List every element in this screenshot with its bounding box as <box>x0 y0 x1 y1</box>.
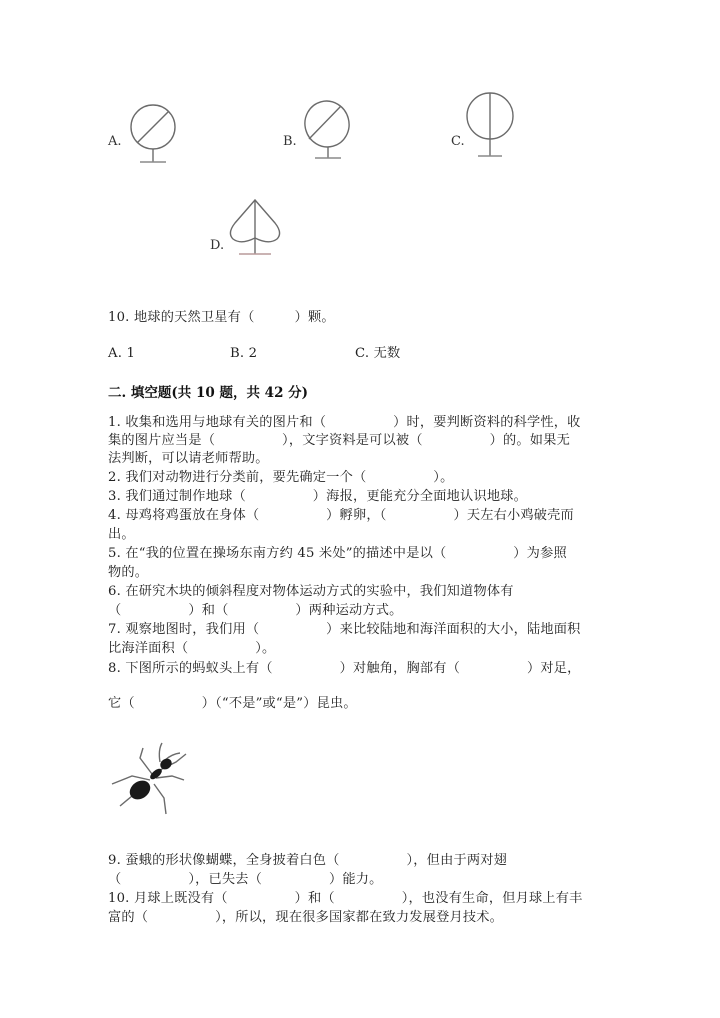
question-10-text: 10. 地球的天然卫星有（ ）颗。 <box>108 310 335 325</box>
option-c-label: C. <box>451 134 465 149</box>
fill-line: 集的图片应当是（ ），文字资料是可以被（ ）的。如果无 <box>108 433 570 448</box>
section-2-title: 二. 填空题(共 10 题，共 42 分) <box>108 385 309 401</box>
fill-line: 4. 母鸡将鸡蛋放在身体（ ）孵卵，（ ）天左右小鸡破壳而 <box>108 508 574 523</box>
spade-shape-vertical-axis-icon <box>225 195 290 260</box>
fill-line: 法判断，可以请老师帮助。 <box>108 451 269 466</box>
fill-line: 3. 我们通过制作地球（ ）海报，更能充分全面地认识地球。 <box>108 489 527 504</box>
question-10-option-c: C. 无数 <box>355 346 401 361</box>
fill-line: （ ），已失去（ ）能力。 <box>108 872 383 887</box>
fill-line: 它（ ）（“不是”或“是”）昆虫。 <box>108 696 357 711</box>
globe-vertical-axis-icon <box>460 92 530 167</box>
fill-line: 1. 收集和选用与地球有关的图片和（ ）时，要判断资料的科学性，收 <box>108 415 581 430</box>
fill-line: 8. 下图所示的蚂蚁头上有（ ）对触角，胸部有（ ）对足， <box>108 661 581 676</box>
fill-line: 富的（ ），所以，现在很多国家都在致力发展登月技术。 <box>108 910 504 925</box>
fill-line: 2. 我们对动物进行分类前，要先确定一个（ ）。 <box>108 470 454 485</box>
fill-line: 物的。 <box>108 565 149 580</box>
globe-diagonal-axis-icon <box>120 95 190 170</box>
question-10-option-a: A. 1 <box>108 346 136 361</box>
option-d-label: D. <box>210 238 225 253</box>
fill-line: （ ）和（ ）两种运动方式。 <box>108 603 403 618</box>
globe-tilted-diagonal-axis-icon <box>295 95 365 170</box>
fill-line: 5. 在“我的位置在操场东南方约 45 米处”的描述中是以（ ）为参照 <box>108 546 567 561</box>
fill-line: 7. 观察地图时，我们用（ ）来比较陆地和海洋面积的大小，陆地面积 <box>108 622 581 637</box>
fill-line: 出。 <box>108 527 135 542</box>
question-10-option-b: B. 2 <box>230 346 258 361</box>
fill-line: 6. 在研究木块的倾斜程度对物体运动方式的实验中，我们知道物体有 <box>108 584 514 599</box>
option-b-label: B. <box>283 134 297 149</box>
fill-line: 10. 月球上既没有（ ）和（ ），也没有生命，但月球上有丰 <box>108 891 583 906</box>
fill-line: 比海洋面积（ ）。 <box>108 641 276 656</box>
ant-icon <box>110 740 190 815</box>
fill-line: 9. 蚕蛾的形状像蝴蝶，全身披着白色（ ），但由于两对翅 <box>108 853 508 868</box>
option-a-label: A. <box>108 134 122 149</box>
